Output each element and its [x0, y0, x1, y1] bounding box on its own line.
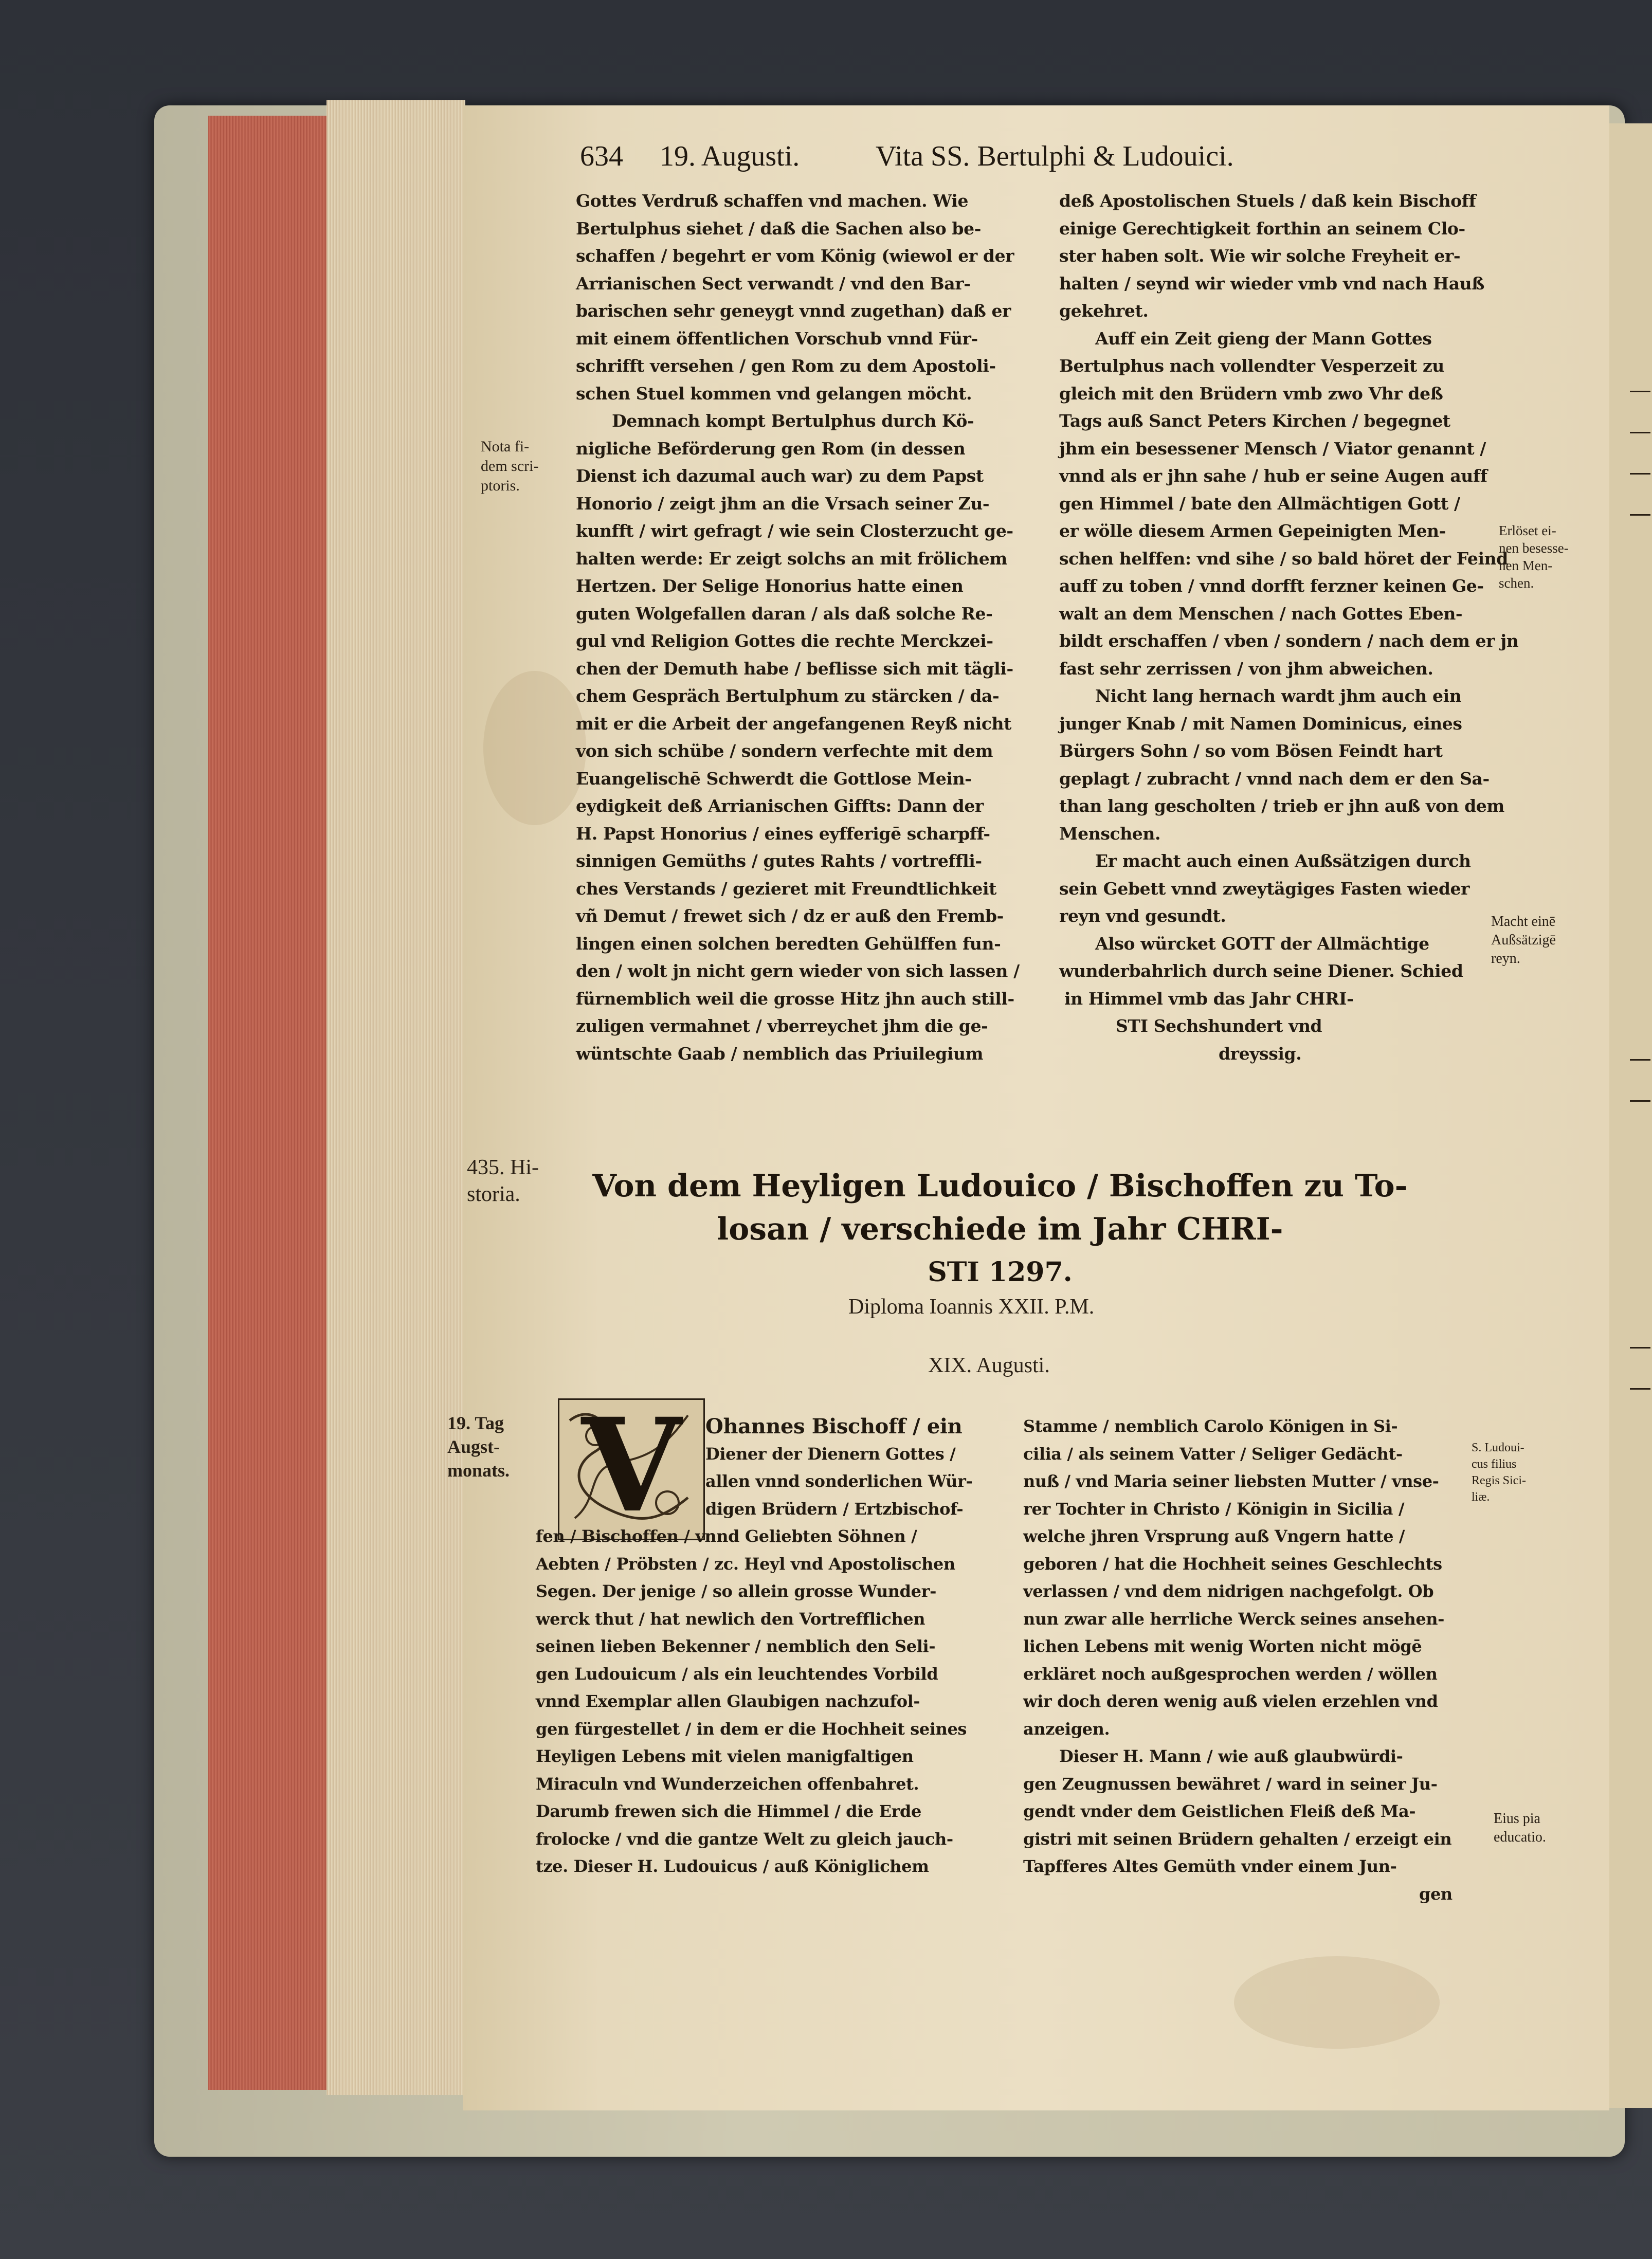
heading-line: STI 1297.	[928, 1256, 1073, 1288]
text-line: schen Stuel kommen vnd gelangen möcht.	[576, 383, 972, 404]
heading-line: Von dem Heyligen Ludouico / Bischoffen zu To-	[592, 1168, 1408, 1204]
text-line: Aebten / Pröbsten / zc. Heyl vnd Apostolischen	[536, 1554, 955, 1574]
text-line: allen vnnd sonderlichen Wür-	[705, 1471, 973, 1491]
text-line: schaffen / begehrt er vom König (wiewol er der	[576, 246, 1014, 266]
text-line: erkläret noch außgesprochen werden / wöllen	[1023, 1664, 1438, 1684]
page-edges	[326, 100, 465, 2095]
text-line: kunfft / wirt gefragt / wie sein Closterzucht ge-	[576, 521, 1013, 541]
margin-line: schen.	[1499, 575, 1534, 591]
text-line: tze. Dieser H. Ludouicus / auß Königlichem	[536, 1856, 929, 1876]
bottom-left-column	[536, 1413, 972, 1881]
running-title: Vita SS. Bertulphi & Ludouici.	[876, 140, 1234, 172]
heading-line: losan / verschiede im Jahr CHRI-	[717, 1211, 1283, 1247]
section-heading	[550, 1164, 1450, 1294]
text-line: lichen Lebens mit wenig Worten nicht mögē	[1023, 1636, 1422, 1656]
text-line: lingen einen solchen beredten Gehülffen fun-	[576, 933, 1001, 954]
text-line: walt an dem Menschen / nach Gottes Eben-	[1059, 603, 1463, 624]
text-line: nigliche Beförderung gen Rom (in dessen	[576, 438, 966, 459]
margin-note-erloeset	[1499, 522, 1569, 592]
text-line: Hertzen. Der Selige Honorius hatte einen	[576, 576, 964, 596]
text-line: chen der Demuth habe / beflisse sich mit tägli-	[576, 658, 1013, 679]
text-line: STI Sechshundert vnd	[1116, 1016, 1322, 1036]
margin-note-historia	[467, 1154, 539, 1208]
text-line: barischen sehr geneygt vnnd zugethan) daß er	[576, 301, 1011, 321]
text-line: anzeigen.	[1023, 1719, 1110, 1739]
margin-line: cus filius	[1472, 1458, 1517, 1471]
text-line: bildt erschaffen / vben / sondern / nach dem er jn	[1059, 631, 1519, 651]
header-date: 19. Augusti.	[660, 140, 800, 172]
bottom-right-column	[1023, 1413, 1453, 1908]
text-line: gleich mit den Brüdern vmb zwo Vhr deß	[1059, 383, 1443, 404]
margin-line: liæ.	[1472, 1490, 1490, 1504]
margin-line: 19. Tag	[447, 1413, 504, 1433]
text-line: dreyssig.	[1219, 1043, 1302, 1064]
text-line: sein Gebett vnnd zweytägiges Fasten wieder	[1059, 878, 1470, 899]
page-block-red-edge	[208, 116, 326, 2090]
text-line: Miraculn vnd Wunderzeichen offenbahret.	[536, 1774, 919, 1794]
paper-stain	[483, 671, 586, 825]
margin-line: storia.	[467, 1182, 520, 1206]
margin-note-tag	[447, 1411, 510, 1482]
text-line: Ohannes Bischoff / ein	[705, 1414, 963, 1438]
text-line: Demnach kompt Bertulphus durch Kö-	[612, 411, 974, 431]
diploma-line: Diploma Ioannis XXII. P.M.	[848, 1295, 1095, 1319]
text-line: Diener der Dienern Gottes /	[705, 1444, 956, 1464]
text-line: Menschen.	[1059, 823, 1161, 844]
margin-note-macht	[1491, 913, 1556, 968]
text-line: Auff ein Zeit gieng der Mann Gottes	[1095, 328, 1432, 349]
text-line: halten werde: Er zeigt solchs an mit frölichem	[576, 548, 1007, 569]
text-line: wüntschte Gaab / nemblich das Priuilegium	[576, 1043, 984, 1064]
margin-line: dem scri-	[481, 458, 539, 475]
margin-line: nen besesse-	[1499, 540, 1569, 556]
text-line: cilia / als seinem Vatter / Seliger Gedächt-	[1023, 1444, 1403, 1464]
text-line: gen Zeugnussen bewähret / ward in seiner Ju-	[1023, 1774, 1438, 1794]
text-line: zuligen vermahnet / vberreychet jhm die ge-	[576, 1016, 988, 1036]
right-column	[1059, 187, 1518, 1067]
text-line: vnnd Exemplar allen Glaubigen nachzufol-	[536, 1691, 920, 1711]
margin-line: Regis Sici-	[1472, 1474, 1526, 1487]
text-line: eydigkeit deß Arrianischen Giffts: Dann der	[576, 796, 984, 816]
paper-stain	[1234, 1956, 1440, 2049]
text-line: Gottes Verdruß schaffen vnd machen. Wie	[576, 191, 969, 211]
text-line: welche jhren Vrsprung auß Vngern hatte /	[1023, 1526, 1405, 1546]
text-line: gen Himmel / bate den Allmächtigen Gott /	[1059, 493, 1460, 514]
text-line: Darumb frewen sich die Himmel / die Erde	[536, 1801, 921, 1821]
text-line: verlassen / vnd dem nidrigen nachgefolgt. Ob	[1023, 1581, 1434, 1601]
margin-line: reyn.	[1491, 951, 1520, 967]
margin-line: Macht einē	[1491, 914, 1556, 930]
text-line: er wölle diesem Armen Gepeinigten Men-	[1059, 521, 1446, 541]
text-line: einige Gerechtigkeit forthin an seinem Clo-	[1059, 218, 1465, 239]
margin-line: Augst-	[447, 1436, 500, 1457]
text-line: wir doch deren wenig auß vielen erzehlen vnd	[1023, 1691, 1438, 1711]
feast-date: XIX. Augusti.	[928, 1354, 1050, 1377]
text-line: ster haben solt. Wie wir solche Freyheit er-	[1059, 246, 1461, 266]
text-line: chem Gespräch Bertulphum zu stärcken / da-	[576, 686, 1000, 706]
text-line: werck thut / hat newlich den Vortrefflichen	[536, 1609, 925, 1629]
margin-note-ludouicus	[1472, 1440, 1526, 1505]
text-line: fürnemblich weil die grosse Hitz jhn auch still-	[576, 988, 1014, 1009]
text-line: in Himmel vmb das Jahr CHRI-	[1064, 988, 1354, 1009]
text-line: sinnigen Gemüths / gutes Rahts / vortreffli-	[576, 851, 982, 871]
text-line: schrifft versehen / gen Rom zu dem Apostoli-	[576, 356, 996, 376]
text-line: seinen lieben Bekenner / nemblich den Seli-	[536, 1636, 936, 1656]
text-line: rer Tochter in Christo / Königin in Sicilia /	[1023, 1499, 1405, 1519]
text-line: Bertulphus nach vollendter Vesperzeit zu	[1059, 356, 1444, 376]
text-line: nun zwar alle herrliche Werck seines ansehen-	[1023, 1609, 1445, 1629]
text-line: Also würcket GOTT der Allmächtige	[1095, 933, 1429, 954]
text-line: geplagt / zubracht / vnnd nach dem er den Sa-	[1059, 768, 1490, 789]
text-line: Stamme / nemblich Carolo Königen in Si-	[1023, 1416, 1398, 1436]
text-line: frolocke / vnd die gantze Welt zu gleich jauch-	[536, 1829, 953, 1849]
text-line: gendt vnder dem Geistlichen Fleiß deß Ma-	[1023, 1801, 1416, 1821]
margin-line: Nota fi-	[481, 438, 530, 455]
text-line: vñ Demut / frewet sich / dz er auß den Fremb-	[576, 906, 1004, 926]
text-line: H. Papst Honorius / eines eyfferigē scharpff-	[576, 823, 990, 844]
text-line: auff zu toben / vnnd dorfft ferzner keinen Ge-	[1059, 576, 1484, 596]
margin-line: ptoris.	[481, 477, 520, 494]
text-line: mit er die Arbeit der angefangenen Reyß nicht	[576, 713, 1011, 734]
margin-line: Erlöset ei-	[1499, 523, 1556, 538]
text-line: nuß / vnd Maria seiner liebsten Mutter / vnse-	[1023, 1471, 1439, 1491]
text-line: Nicht lang hernach wardt jhm auch ein	[1095, 686, 1462, 706]
text-line: Tapfferes Altes Gemüth vnder einem Jun-	[1023, 1856, 1397, 1876]
margin-line: Außsätzigē	[1491, 932, 1556, 948]
margin-line: monats.	[447, 1460, 510, 1481]
text-line: geboren / hat die Hochheit seines Geschlechts	[1023, 1554, 1442, 1574]
text-line: Tags auß Sanct Peters Kirchen / begegnet	[1059, 411, 1450, 431]
text-line: Segen. Der jenige / so allein grosse Wunder-	[536, 1581, 936, 1601]
text-line: vnnd als er jhn sahe / hub er seine Augen auff	[1059, 466, 1487, 486]
text-line: reyn vnd gesundt.	[1059, 906, 1226, 926]
text-line: schen helffen: vnd sihe / so bald höret der Feind	[1059, 548, 1508, 569]
text-line: mit einem öffentlichen Vorschub vnnd Für-	[576, 328, 978, 349]
text-line: jhm ein besessener Mensch / Viator genannt /	[1059, 438, 1486, 459]
margin-line: 435. Hi-	[467, 1156, 539, 1179]
text-line: junger Knab / mit Namen Dominicus, eines	[1059, 713, 1462, 734]
margin-line: Eius pia	[1494, 1811, 1540, 1827]
text-line: den / wolt jn nicht gern wieder von sich lassen /	[576, 961, 1020, 981]
catchword: gen	[1419, 1884, 1453, 1904]
text-line: Euangelischē Schwerdt die Gottlose Mein-	[576, 768, 972, 789]
text-line: Honorio / zeigt jhm an die Vrsach seiner Zu-	[576, 493, 990, 514]
text-line: Dienst ich dazumal auch war) zu dem Papst	[576, 466, 984, 486]
margin-line: S. Ludoui-	[1472, 1441, 1524, 1454]
text-line: ches Verstands / gezieret mit Freundtlichkeit	[576, 878, 996, 899]
text-line: halten / seynd wir wieder vmb vnd nach Hauß	[1059, 273, 1484, 294]
text-line: gen Ludouicum / als ein leuchtendes Vorbild	[536, 1664, 938, 1684]
margin-line: educatio.	[1494, 1829, 1546, 1845]
text-line: wunderbahrlich durch seine Diener. Schied	[1059, 961, 1463, 981]
text-line: gen fürgestellet / in dem er die Hochheit seines	[536, 1719, 967, 1739]
margin-line: nen Men-	[1499, 558, 1553, 573]
text-line: fen / Bischoffen / vnnd Geliebten Söhnen /	[536, 1526, 917, 1546]
text-line: Arrianischen Sect verwandt / vnd den Bar-	[576, 273, 971, 294]
text-line: gistri mit seinen Brüdern gehalten / erzeigt ein	[1023, 1829, 1452, 1849]
text-line: guten Wolgefallen daran / als daß solche Re-	[576, 603, 993, 624]
text-line: fast sehr zerrissen / von jhm abweichen.	[1059, 658, 1433, 679]
left-column	[576, 187, 1020, 1067]
text-line: digen Brüdern / Ertzbischof-	[705, 1499, 964, 1519]
text-line: gul vnd Religion Gottes die rechte Merckzei-	[576, 631, 993, 651]
text-line: Heyligen Lebens mit vielen manigfaltigen	[536, 1746, 914, 1766]
text-line: than lang gescholten / trieb er jhn auß von dem	[1059, 796, 1504, 816]
page-number: 634	[580, 140, 623, 172]
text-line: gekehret.	[1059, 301, 1149, 321]
text-line: deß Apostolischen Stuels / daß kein Bischoff	[1059, 191, 1476, 211]
text-line: von sich schübe / sondern verfechte mit dem	[576, 741, 993, 761]
margin-note-nota	[481, 437, 538, 496]
initial-letter: V	[582, 1390, 681, 1541]
margin-note-educatio	[1494, 1810, 1546, 1847]
text-line: Bertulphus siehet / daß die Sachen also be-	[576, 218, 981, 239]
text-line: Er macht auch einen Außsätzigen durch	[1095, 851, 1471, 871]
text-line: Dieser H. Mann / wie auß glaubwürdi-	[1059, 1746, 1403, 1766]
text-line: Bürgers Sohn / so vom Bösen Feindt hart	[1059, 741, 1443, 761]
